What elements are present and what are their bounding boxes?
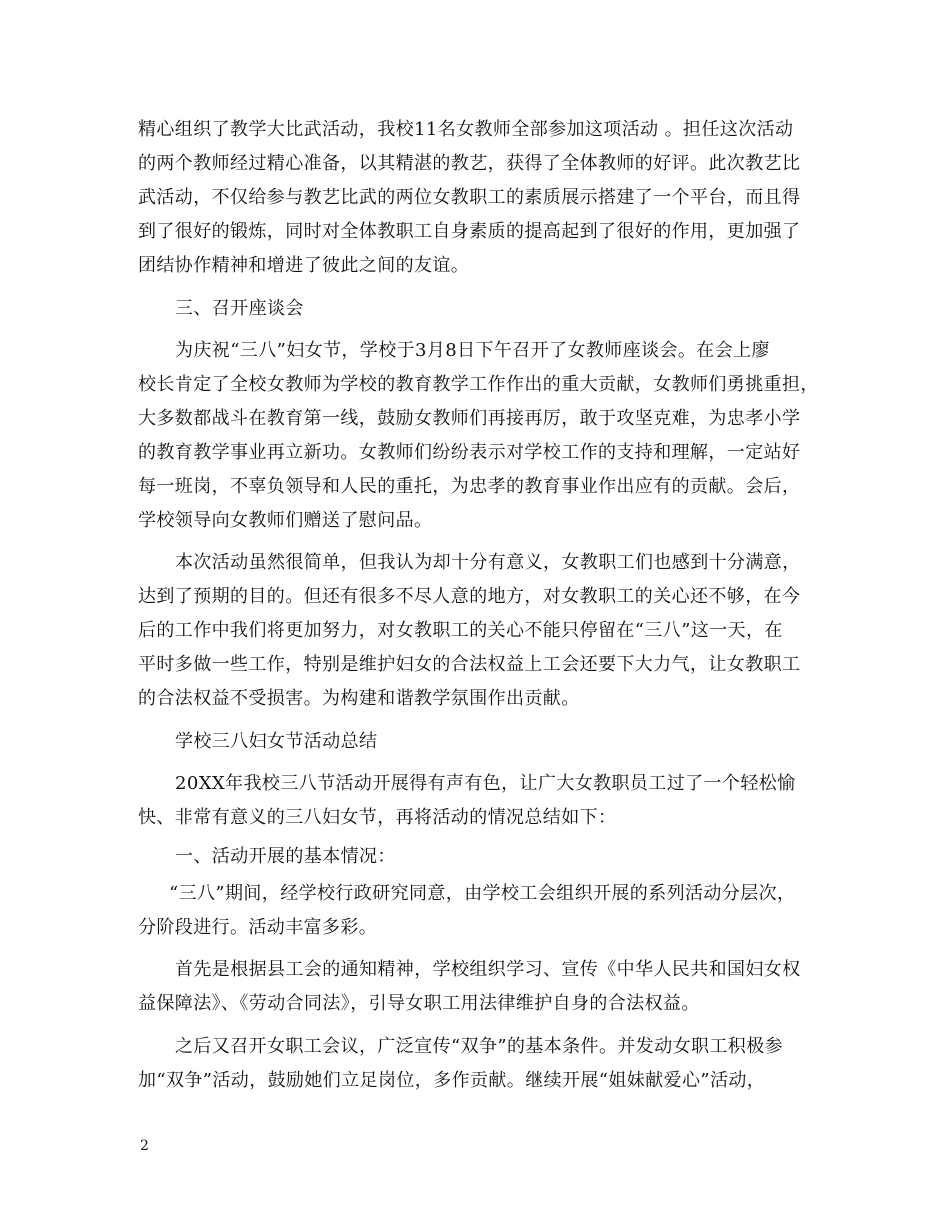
section-title: 学校三八妇女节活动总结 (175, 731, 378, 752)
text-line: 平时多做一些工作，特别是维护妇女的合法权益上工会还要下大力气，让女教职工 (138, 654, 801, 675)
text-line: 达到了预期的目的。但还有很多不尽人意的地方，对女教职工的关心还不够，在今 (138, 586, 801, 607)
text-line: 武活动，不仅给参与教艺比武的两位女教职工的素质展示搭建了一个平台，而且得 (138, 187, 801, 208)
text-line: 首先是根据县工会的通知精神，学校组织学习、宣传《中华人民共和国妇女权 (175, 959, 801, 980)
text-line: 加“双争”活动，鼓励她们立足岗位，多作贡献。继续开展“姐妹献爱心”活动， (138, 1070, 766, 1091)
text-line: 校长肯定了全校女教师为学校的教育教学工作作出的重大贡献，女教师们勇挑重担， (138, 374, 819, 395)
section-heading: 三、召开座谈会 (175, 298, 304, 319)
text-line: 的教育教学事业再立新功。女教师们纷纷表示对学校工作的支持和理解，一定站好 (138, 442, 801, 463)
text-line: “三八”期间，经学校行政研究同意，由学校工会组织开展的系列活动分层次， (169, 883, 796, 904)
text-line: 分阶段进行。活动丰富多彩。 (138, 917, 378, 938)
text-line: 的合法权益不受损害。为构建和谐教学氛围作出贡献。 (138, 688, 580, 709)
page-number: 2 (140, 1138, 149, 1154)
text-line: 精心组织了教学大比武活动，我校11名女教师全部参加这项活动 。担任这次活动 (138, 119, 794, 140)
text-line: 每一班岗，不辜负领导和人民的重托，为忠孝的教育事业作出应有的贡献。会后， (138, 476, 801, 497)
text-line: 快、非常有意义的三八妇女节，再将活动的情况总结如下： (138, 807, 617, 828)
text-line: 团结协作精神和增进了彼此之间的友谊。 (138, 255, 470, 276)
text-line: 益保障法》、《劳动合同法》，引导女职工用法律维护自身的合法权益。 (138, 993, 700, 1014)
text-line: 的两个教师经过精心准备，以其精湛的教艺，获得了全体教师的好评。此次教艺比 (138, 153, 801, 174)
section-heading: 一、活动开展的基本情况： (175, 846, 396, 867)
text-line: 后的工作中我们将更加努力，对女教职工的关心不能只停留在“三八”这一天，在 (138, 620, 783, 641)
text-line: 20XX年我校三八节活动开展得有声有色，让广大女教职员工过了一个轻松愉 (175, 773, 796, 794)
text-line: 学校领导向女教师们赠送了慰问品。 (138, 510, 433, 531)
text-line: 之后又召开女职工会议，广泛宣传“双争”的基本条件。并发动女职工积极参 (175, 1036, 784, 1057)
text-line: 到了很好的锻炼，同时对全体教职工自身素质的提高起到了很好的作用，更加强了 (138, 221, 801, 242)
text-line: 本次活动虽然很简单，但我认为却十分有意义，女教职工们也感到十分满意， (175, 552, 801, 573)
text-line: 大多数都战斗在教育第一线，鼓励女教师们再接再厉，敢于攻坚克难，为忠孝小学 (138, 408, 801, 429)
text-line: 为庆祝“三八”妇女节，学校于3月8日下午召开了女教师座谈会。在会上廖 (175, 340, 770, 361)
